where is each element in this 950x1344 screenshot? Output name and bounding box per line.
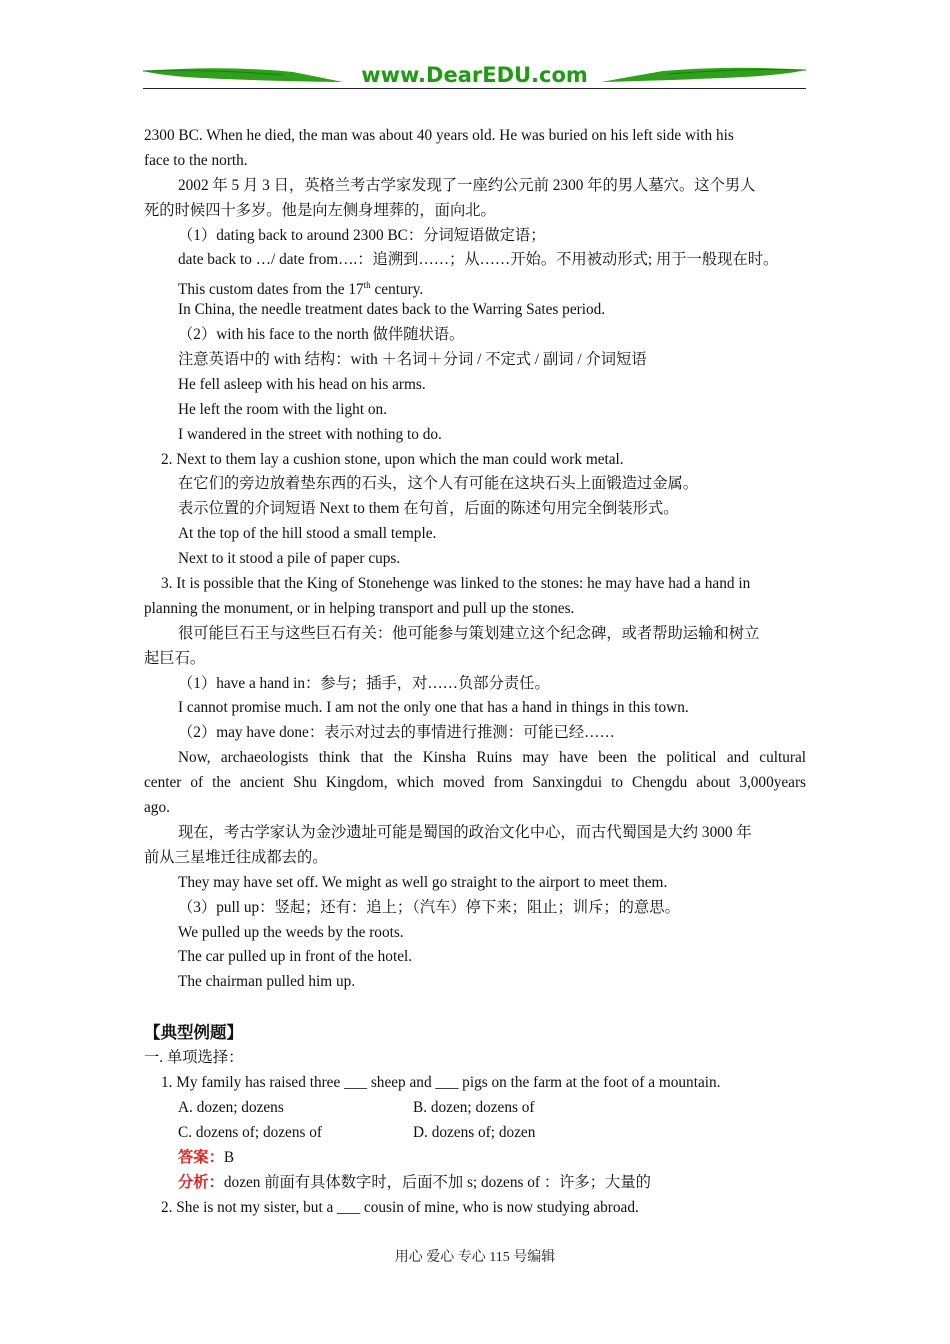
- section-subtitle: 一. 单项选择：: [144, 1049, 244, 1067]
- text-line: 起巨石。: [144, 649, 206, 667]
- text-line: I cannot promise much. I am not the only one that has a hand in things in this town.: [178, 699, 689, 717]
- text-line: date back to …/ date from….：追溯到……；从……开始。不用被动形式; 用于一般现在时。: [178, 251, 779, 269]
- text-line: 注意英语中的 with 结构：with ＋名词＋分词 / 不定式 / 副词 / 介词短语: [178, 351, 647, 369]
- text-line: The car pulled up in front of the hotel.: [178, 948, 413, 966]
- option-c: C. dozens of; dozens of: [178, 1123, 323, 1141]
- text-line: He left the room with the light on.: [178, 400, 388, 418]
- text-line: 现在，考古学家认为金沙遗址可能是蜀国的政治文化中心，而古代蜀国是大约 3000 年: [178, 823, 752, 841]
- option-b: B. dozen; dozens of: [413, 1098, 535, 1116]
- text-line: （1）have a hand in：参与；插手，对……负部分责任。: [178, 674, 550, 692]
- analysis-label: 分析：: [178, 1173, 224, 1191]
- question-1: 1. My family has raised three ___ sheep and ___ pigs on the farm at the foot of a mountain.: [161, 1074, 721, 1092]
- text-line: 表示位置的介词短语 Next to them 在句首，后面的陈述句用完全倒装形式。: [178, 500, 679, 518]
- options-row-2: [144, 1121, 806, 1146]
- text-lines: [144, 124, 806, 995]
- text-line: The chairman pulled him up.: [178, 973, 356, 991]
- text-line: This custom dates from the 17th century.: [178, 280, 424, 299]
- text-line: In China, the needle treatment dates back to the Warring Sates period.: [178, 301, 606, 319]
- text-line: 2. Next to them lay a cushion stone, upon which the man could work metal.: [161, 450, 624, 468]
- text-line: At the top of the hill stood a small temple.: [178, 525, 437, 543]
- text-line: Next to it stood a pile of paper cups.: [178, 550, 401, 568]
- question-2: 2. She is not my sister, but a ___ cousin of mine, who is now studying abroad.: [161, 1198, 639, 1216]
- text-line: face to the north.: [144, 151, 248, 169]
- answer-label: 答案：: [178, 1148, 224, 1166]
- option-d: D. dozens of; dozen: [413, 1123, 536, 1141]
- text-line: 很可能巨石王与这些巨石有关：他可能参与策划建立这个纪念碑，或者帮助运输和树立: [178, 624, 760, 642]
- text-line: 2002 年 5 月 3 日，英格兰考古学家发现了一座约公元前 2300 年的男人墓穴。这个男人: [178, 176, 756, 194]
- answer-line: [144, 1146, 806, 1171]
- text-line: We pulled up the weeds by the roots.: [178, 923, 404, 941]
- text-line: 2300 BC. When he died, the man was about 40 years old. He was buried on his left side with his: [144, 127, 734, 144]
- text-line: 在它们的旁边放着垫东西的石头，这个人有可能在这块石头上面锻造过金属。: [178, 475, 699, 493]
- answer-value: B: [223, 1148, 235, 1166]
- site-logo[interactable]: www.DearEDU.com: [143, 63, 806, 87]
- text-line: They may have set off. We might as well go straight to the airport to meet them.: [178, 873, 668, 891]
- text-line: 3. It is possible that the King of Stonehenge was linked to the stones: he may have had a hand in: [161, 575, 751, 593]
- text-line: （1）dating back to around 2300 BC：分词短语做定语；: [178, 226, 546, 244]
- analysis-text: dozen 前面有具体数字时，后面不加 s; dozens of ：许多；大量的: [223, 1173, 651, 1191]
- text-line: center of the ancient Shu Kingdom, which moved from Sanxingdui to Chengdu about 3,000years: [144, 774, 806, 792]
- document-body: [144, 124, 806, 1220]
- text-line: （3）pull up：竖起；还有：追上；（汽车）停下来；阻止；训斥；的意思。: [178, 898, 680, 916]
- header-rule: [143, 88, 806, 89]
- text-line: I wandered in the street with nothing to do.: [178, 425, 442, 443]
- options-row-1: [144, 1096, 806, 1121]
- text-line: Now, archaeologists think that the Kinsha Ruins may have been the political and cultural: [178, 749, 806, 767]
- text-line: He fell asleep with his head on his arms.: [178, 375, 426, 393]
- section-title: 【典型例题】: [144, 1023, 243, 1043]
- analysis-line: [144, 1171, 806, 1196]
- text-line: （2）with his face to the north 做伴随状语。: [178, 326, 465, 344]
- text-line: planning the monument, or in helping transport and pull up the stones.: [144, 599, 575, 617]
- text-line: （2）may have done：表示对过去的事情进行推测：可能已经……: [178, 724, 615, 742]
- page-footer: 用心 爱心 专心 115 号编辑: [394, 1250, 556, 1265]
- text-line: 死的时候四十多岁。他是向左侧身埋葬的，面向北。: [144, 201, 496, 219]
- text-line: ago.: [144, 799, 170, 817]
- option-a: A. dozen; dozens: [178, 1098, 284, 1116]
- text-line: 前从三星堆迁往成都去的。: [144, 848, 328, 866]
